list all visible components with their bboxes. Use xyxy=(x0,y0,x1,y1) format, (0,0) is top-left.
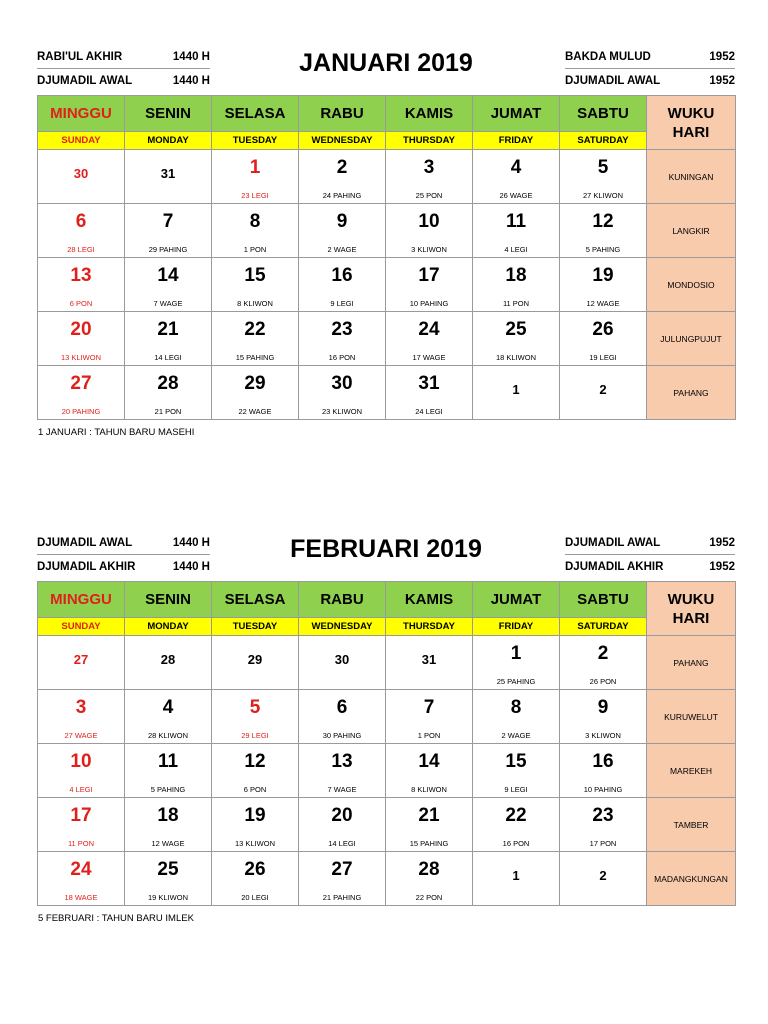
wuku-cell: PAHANG xyxy=(647,366,736,420)
wuku-cell: MAREKEH xyxy=(647,744,736,798)
day-number: 1 xyxy=(512,382,520,397)
javanese-date-label: 1 PON xyxy=(243,245,267,254)
day-cell xyxy=(212,636,299,690)
wuku-cell: KUNINGAN xyxy=(647,150,736,204)
day-cell xyxy=(38,636,125,690)
wuku-cell: LANGKIR xyxy=(647,204,736,258)
javanese-date-label: 23 LEGI xyxy=(241,191,269,200)
day-number: 31 xyxy=(160,166,176,181)
day-number: 7 xyxy=(162,211,174,232)
javanese-date-label: 5 PAHING xyxy=(150,785,186,794)
day-number: 18 xyxy=(157,805,179,826)
day-number: 26 xyxy=(592,319,614,340)
day-cell xyxy=(473,204,560,258)
day-number: 21 xyxy=(418,805,440,826)
day-number: 15 xyxy=(505,751,527,772)
day-number: 22 xyxy=(505,805,527,826)
javanese-date-label: 30 PAHING xyxy=(322,731,362,740)
day-cell xyxy=(386,366,473,420)
javanese-date-label: 19 KLIWON xyxy=(147,893,188,902)
javanese-month-name: BAKDA MULUD xyxy=(565,50,651,63)
day-cell xyxy=(38,852,125,906)
javanese-date-label: 8 KLIWON xyxy=(237,299,273,308)
javanese-date-label: 28 LEGI xyxy=(67,245,95,254)
day-cell xyxy=(386,204,473,258)
day-name-english: SUNDAY xyxy=(38,618,125,636)
wuku-header-line: WUKU xyxy=(667,590,715,608)
javanese-date-label: 18 KLIWON xyxy=(495,353,536,362)
day-number: 27 xyxy=(70,373,92,394)
day-number: 6 xyxy=(75,211,87,232)
day-cell xyxy=(38,366,125,420)
day-number: 1 xyxy=(512,868,520,883)
day-number: 23 xyxy=(331,319,353,340)
day-number: 13 xyxy=(331,751,353,772)
javanese-date-label: 22 PON xyxy=(415,893,443,902)
day-number: 31 xyxy=(418,373,440,394)
day-number: 14 xyxy=(157,265,179,286)
javanese-month-name: DJUMADIL AKHIR xyxy=(565,560,664,573)
day-number: 18 xyxy=(505,265,527,286)
day-cell xyxy=(473,744,560,798)
javanese-date-label: 13 KLIWON xyxy=(60,353,101,362)
day-cell xyxy=(299,636,386,690)
week-row xyxy=(38,258,736,312)
javanese-date-label: 26 PON xyxy=(589,677,617,686)
day-cell xyxy=(386,798,473,852)
javanese-date-label: 23 KLIWON xyxy=(321,407,362,416)
holiday-note: 1 JANUARI : TAHUN BARU MASEHI xyxy=(38,427,195,438)
javanese-month-row xyxy=(565,45,735,69)
javanese-date-label: 2 WAGE xyxy=(501,731,531,740)
week-row xyxy=(38,312,736,366)
day-number: 20 xyxy=(331,805,353,826)
day-name-header: RABU xyxy=(299,96,386,132)
day-cell xyxy=(386,852,473,906)
day-cell xyxy=(299,312,386,366)
day-cell xyxy=(299,798,386,852)
day-cell xyxy=(473,636,560,690)
day-cell xyxy=(473,690,560,744)
javanese-date-label: 7 WAGE xyxy=(327,785,357,794)
day-number: 12 xyxy=(592,211,614,232)
wuku-cell: MADANGKUNGAN xyxy=(647,852,736,906)
day-name-english: MONDAY xyxy=(125,132,212,150)
day-name-header: SENIN xyxy=(125,96,212,132)
day-names-en-row xyxy=(38,618,736,636)
day-number: 8 xyxy=(510,697,522,718)
day-names-row xyxy=(38,96,736,132)
day-number: 30 xyxy=(334,652,350,667)
day-cell xyxy=(560,690,647,744)
day-cell xyxy=(560,312,647,366)
day-cell xyxy=(125,312,212,366)
day-cell xyxy=(299,852,386,906)
day-cell xyxy=(212,852,299,906)
javanese-date-label: 24 PAHING xyxy=(322,191,362,200)
day-cell xyxy=(473,150,560,204)
day-number: 14 xyxy=(418,751,440,772)
hijri-month-year: 1440 H xyxy=(172,560,210,573)
day-number: 10 xyxy=(418,211,440,232)
javanese-date-label: 8 KLIWON xyxy=(411,785,447,794)
day-cell xyxy=(386,690,473,744)
day-number: 30 xyxy=(331,373,353,394)
day-cell xyxy=(560,852,647,906)
wuku-cell: PAHANG xyxy=(647,636,736,690)
javanese-month-year: 1952 xyxy=(709,74,735,87)
day-names-en-row xyxy=(38,132,736,150)
javanese-date-label: 27 KLIWON xyxy=(582,191,623,200)
day-number: 2 xyxy=(599,382,607,397)
day-name-english: TUESDAY xyxy=(212,132,299,150)
calendar-grid xyxy=(37,581,736,906)
javanese-date-label: 6 PON xyxy=(69,299,93,308)
day-cell xyxy=(560,366,647,420)
day-name-english: WEDNESDAY xyxy=(299,132,386,150)
day-name-english: MONDAY xyxy=(125,618,212,636)
day-cell xyxy=(386,636,473,690)
day-cell xyxy=(125,204,212,258)
day-cell xyxy=(386,744,473,798)
day-number: 29 xyxy=(244,373,266,394)
day-cell xyxy=(212,366,299,420)
week-row xyxy=(38,636,736,690)
day-name-header: SABTU xyxy=(560,582,647,618)
day-name-header: KAMIS xyxy=(386,96,473,132)
javanese-date-label: 11 PON xyxy=(67,839,95,848)
wuku-header-line: WUKU xyxy=(667,104,715,122)
day-cell xyxy=(560,636,647,690)
hijri-month-year: 1440 H xyxy=(172,74,210,87)
week-row xyxy=(38,690,736,744)
javanese-month-row xyxy=(565,69,735,92)
day-number: 9 xyxy=(597,697,609,718)
hari-header-line: HARI xyxy=(672,123,710,141)
javanese-date-label: 4 LEGI xyxy=(69,785,93,794)
day-cell xyxy=(560,798,647,852)
day-number: 30 xyxy=(73,166,89,181)
day-number: 24 xyxy=(70,859,92,880)
day-cell xyxy=(560,744,647,798)
day-number: 1 xyxy=(249,157,261,178)
day-number: 9 xyxy=(336,211,348,232)
day-cell xyxy=(212,798,299,852)
day-number: 15 xyxy=(244,265,266,286)
calendar-januari-2019 xyxy=(37,45,735,438)
day-number: 25 xyxy=(157,859,179,880)
day-cell xyxy=(212,744,299,798)
javanese-date-label: 10 PAHING xyxy=(583,785,623,794)
hijri-month-year: 1440 H xyxy=(172,50,210,63)
day-name-english: SATURDAY xyxy=(560,132,647,150)
day-name-english: SATURDAY xyxy=(560,618,647,636)
javanese-date-label: 16 PON xyxy=(502,839,530,848)
day-cell xyxy=(560,204,647,258)
day-cell xyxy=(473,312,560,366)
javanese-date-label: 7 WAGE xyxy=(153,299,183,308)
day-name-header: SABTU xyxy=(560,96,647,132)
month-title: JANUARI 2019 xyxy=(299,49,473,77)
day-cell xyxy=(299,204,386,258)
day-number: 17 xyxy=(70,805,92,826)
day-cell xyxy=(125,636,212,690)
javanese-date-label: 4 LEGI xyxy=(504,245,528,254)
holiday-note: 5 FEBRUARI : TAHUN BARU IMLEK xyxy=(38,913,194,924)
day-cell xyxy=(299,258,386,312)
javanese-date-label: 25 PAHING xyxy=(496,677,536,686)
day-cell xyxy=(560,258,647,312)
day-name-header: MINGGU xyxy=(38,582,125,618)
month-title: FEBRUARI 2019 xyxy=(290,535,482,563)
day-cell xyxy=(38,150,125,204)
javanese-date-label: 21 PAHING xyxy=(322,893,362,902)
javanese-date-label: 14 LEGI xyxy=(154,353,182,362)
day-cell xyxy=(473,798,560,852)
day-cell xyxy=(386,258,473,312)
day-number: 19 xyxy=(592,265,614,286)
javanese-date-label: 1 PON xyxy=(417,731,441,740)
day-name-english: TUESDAY xyxy=(212,618,299,636)
day-number: 25 xyxy=(505,319,527,340)
day-number: 28 xyxy=(157,373,179,394)
wuku-hari-header xyxy=(647,582,736,636)
day-cell xyxy=(212,312,299,366)
wuku-cell: MONDOSIO xyxy=(647,258,736,312)
day-cell xyxy=(125,690,212,744)
wuku-hari-header xyxy=(647,96,736,150)
day-name-english: WEDNESDAY xyxy=(299,618,386,636)
javanese-date-label: 14 LEGI xyxy=(328,839,356,848)
day-number: 4 xyxy=(510,157,522,178)
javanese-date-label: 20 LEGI xyxy=(241,893,269,902)
day-cell xyxy=(473,852,560,906)
day-cell xyxy=(125,150,212,204)
javanese-date-label: 6 PON xyxy=(243,785,267,794)
day-number: 21 xyxy=(157,319,179,340)
day-number: 22 xyxy=(244,319,266,340)
day-name-english: FRIDAY xyxy=(473,618,560,636)
javanese-date-label: 11 PON xyxy=(502,299,530,308)
day-number: 16 xyxy=(331,265,353,286)
day-cell xyxy=(38,312,125,366)
hari-header-line: HARI xyxy=(672,609,710,627)
javanese-date-label: 3 KLIWON xyxy=(411,245,447,254)
hijri-month-name: DJUMADIL AWAL xyxy=(37,536,133,549)
day-number: 29 xyxy=(247,652,263,667)
javanese-date-label: 22 WAGE xyxy=(238,407,272,416)
day-cell xyxy=(212,204,299,258)
day-name-english: THURSDAY xyxy=(386,618,473,636)
day-number: 11 xyxy=(157,751,179,772)
day-number: 26 xyxy=(244,859,266,880)
week-row xyxy=(38,204,736,258)
javanese-date-label: 2 WAGE xyxy=(327,245,357,254)
day-number: 19 xyxy=(244,805,266,826)
javanese-date-label: 12 WAGE xyxy=(151,839,185,848)
javanese-date-label: 13 KLIWON xyxy=(234,839,275,848)
hijri-month-name: DJUMADIL AWAL xyxy=(37,74,133,87)
javanese-date-label: 21 PON xyxy=(154,407,182,416)
wuku-cell: TAMBER xyxy=(647,798,736,852)
day-number: 10 xyxy=(70,751,92,772)
javanese-months xyxy=(565,45,735,92)
javanese-date-label: 5 PAHING xyxy=(585,245,621,254)
hijri-month-year: 1440 H xyxy=(172,536,210,549)
day-number: 1 xyxy=(510,643,522,664)
javanese-month-year: 1952 xyxy=(709,50,735,63)
day-number: 13 xyxy=(70,265,92,286)
day-number: 24 xyxy=(418,319,440,340)
javanese-date-label: 10 PAHING xyxy=(409,299,449,308)
day-cell xyxy=(38,798,125,852)
day-number: 4 xyxy=(162,697,174,718)
day-number: 6 xyxy=(336,697,348,718)
day-number: 17 xyxy=(418,265,440,286)
calendar-februari-2019 xyxy=(37,531,735,924)
day-number: 5 xyxy=(597,157,609,178)
day-cell xyxy=(212,258,299,312)
javanese-date-label: 18 WAGE xyxy=(64,893,98,902)
day-cell xyxy=(299,690,386,744)
javanese-date-label: 15 PAHING xyxy=(409,839,449,848)
day-number: 12 xyxy=(244,751,266,772)
day-name-header: SELASA xyxy=(212,582,299,618)
month-header xyxy=(37,531,735,581)
day-name-header: JUMAT xyxy=(473,582,560,618)
day-cell xyxy=(125,798,212,852)
week-row xyxy=(38,798,736,852)
javanese-date-label: 16 PON xyxy=(328,353,356,362)
javanese-date-label: 29 LEGI xyxy=(241,731,269,740)
day-name-english: THURSDAY xyxy=(386,132,473,150)
javanese-date-label: 12 WAGE xyxy=(586,299,620,308)
day-cell xyxy=(299,744,386,798)
day-number: 8 xyxy=(249,211,261,232)
javanese-date-label: 20 PAHING xyxy=(61,407,101,416)
day-name-header: RABU xyxy=(299,582,386,618)
javanese-month-year: 1952 xyxy=(709,536,735,549)
javanese-date-label: 25 PON xyxy=(415,191,443,200)
javanese-date-label: 24 LEGI xyxy=(415,407,443,416)
day-number: 27 xyxy=(331,859,353,880)
day-name-header: JUMAT xyxy=(473,96,560,132)
day-cell xyxy=(386,150,473,204)
javanese-date-label: 26 WAGE xyxy=(499,191,533,200)
day-cell xyxy=(38,744,125,798)
day-cell xyxy=(38,258,125,312)
day-cell xyxy=(212,690,299,744)
javanese-date-label: 9 LEGI xyxy=(330,299,354,308)
week-row xyxy=(38,366,736,420)
day-number: 11 xyxy=(505,211,527,232)
day-number: 7 xyxy=(423,697,435,718)
day-cell xyxy=(38,690,125,744)
javanese-date-label: 15 PAHING xyxy=(235,353,275,362)
day-cell xyxy=(473,258,560,312)
javanese-date-label: 17 PON xyxy=(589,839,617,848)
javanese-month-name: DJUMADIL AWAL xyxy=(565,74,661,87)
week-row xyxy=(38,150,736,204)
day-number: 27 xyxy=(73,652,89,667)
day-number: 3 xyxy=(423,157,435,178)
javanese-date-label: 9 LEGI xyxy=(504,785,528,794)
day-number: 28 xyxy=(418,859,440,880)
day-number: 23 xyxy=(592,805,614,826)
day-cell xyxy=(386,312,473,366)
week-row xyxy=(38,744,736,798)
day-cell xyxy=(125,852,212,906)
week-row xyxy=(38,852,736,906)
javanese-date-label: 17 WAGE xyxy=(412,353,446,362)
month-header xyxy=(37,45,735,95)
day-cell xyxy=(299,150,386,204)
hijri-month-name: DJUMADIL AKHIR xyxy=(37,560,136,573)
day-cell xyxy=(125,744,212,798)
day-name-header: MINGGU xyxy=(38,96,125,132)
day-cell xyxy=(212,150,299,204)
javanese-date-label: 29 PAHING xyxy=(148,245,188,254)
day-number: 16 xyxy=(592,751,614,772)
javanese-date-label: 3 KLIWON xyxy=(585,731,621,740)
day-names-row xyxy=(38,582,736,618)
day-number: 2 xyxy=(336,157,348,178)
day-number: 20 xyxy=(70,319,92,340)
day-number: 28 xyxy=(160,652,176,667)
hijri-month-name: RABI'UL AKHIR xyxy=(37,50,123,63)
calendar-grid xyxy=(37,95,736,420)
javanese-month-name: DJUMADIL AWAL xyxy=(565,536,661,549)
day-cell xyxy=(299,366,386,420)
day-name-english: SUNDAY xyxy=(38,132,125,150)
javanese-month-year: 1952 xyxy=(709,560,735,573)
javanese-months xyxy=(565,531,735,578)
javanese-date-label: 27 WAGE xyxy=(64,731,98,740)
day-name-header: KAMIS xyxy=(386,582,473,618)
javanese-month-row xyxy=(565,555,735,578)
day-name-english: FRIDAY xyxy=(473,132,560,150)
day-cell xyxy=(125,366,212,420)
wuku-cell: KURUWELUT xyxy=(647,690,736,744)
javanese-date-label: 28 KLIWON xyxy=(147,731,188,740)
day-name-header: SENIN xyxy=(125,582,212,618)
wuku-cell: JULUNGPUJUT xyxy=(647,312,736,366)
day-cell xyxy=(38,204,125,258)
day-cell xyxy=(560,150,647,204)
day-cell xyxy=(125,258,212,312)
javanese-date-label: 19 LEGI xyxy=(589,353,617,362)
day-number: 2 xyxy=(599,868,607,883)
day-name-header: SELASA xyxy=(212,96,299,132)
day-number: 2 xyxy=(597,643,609,664)
day-number: 5 xyxy=(249,697,261,718)
javanese-month-row xyxy=(565,531,735,555)
day-number: 3 xyxy=(75,697,87,718)
day-number: 31 xyxy=(421,652,437,667)
day-cell xyxy=(473,366,560,420)
